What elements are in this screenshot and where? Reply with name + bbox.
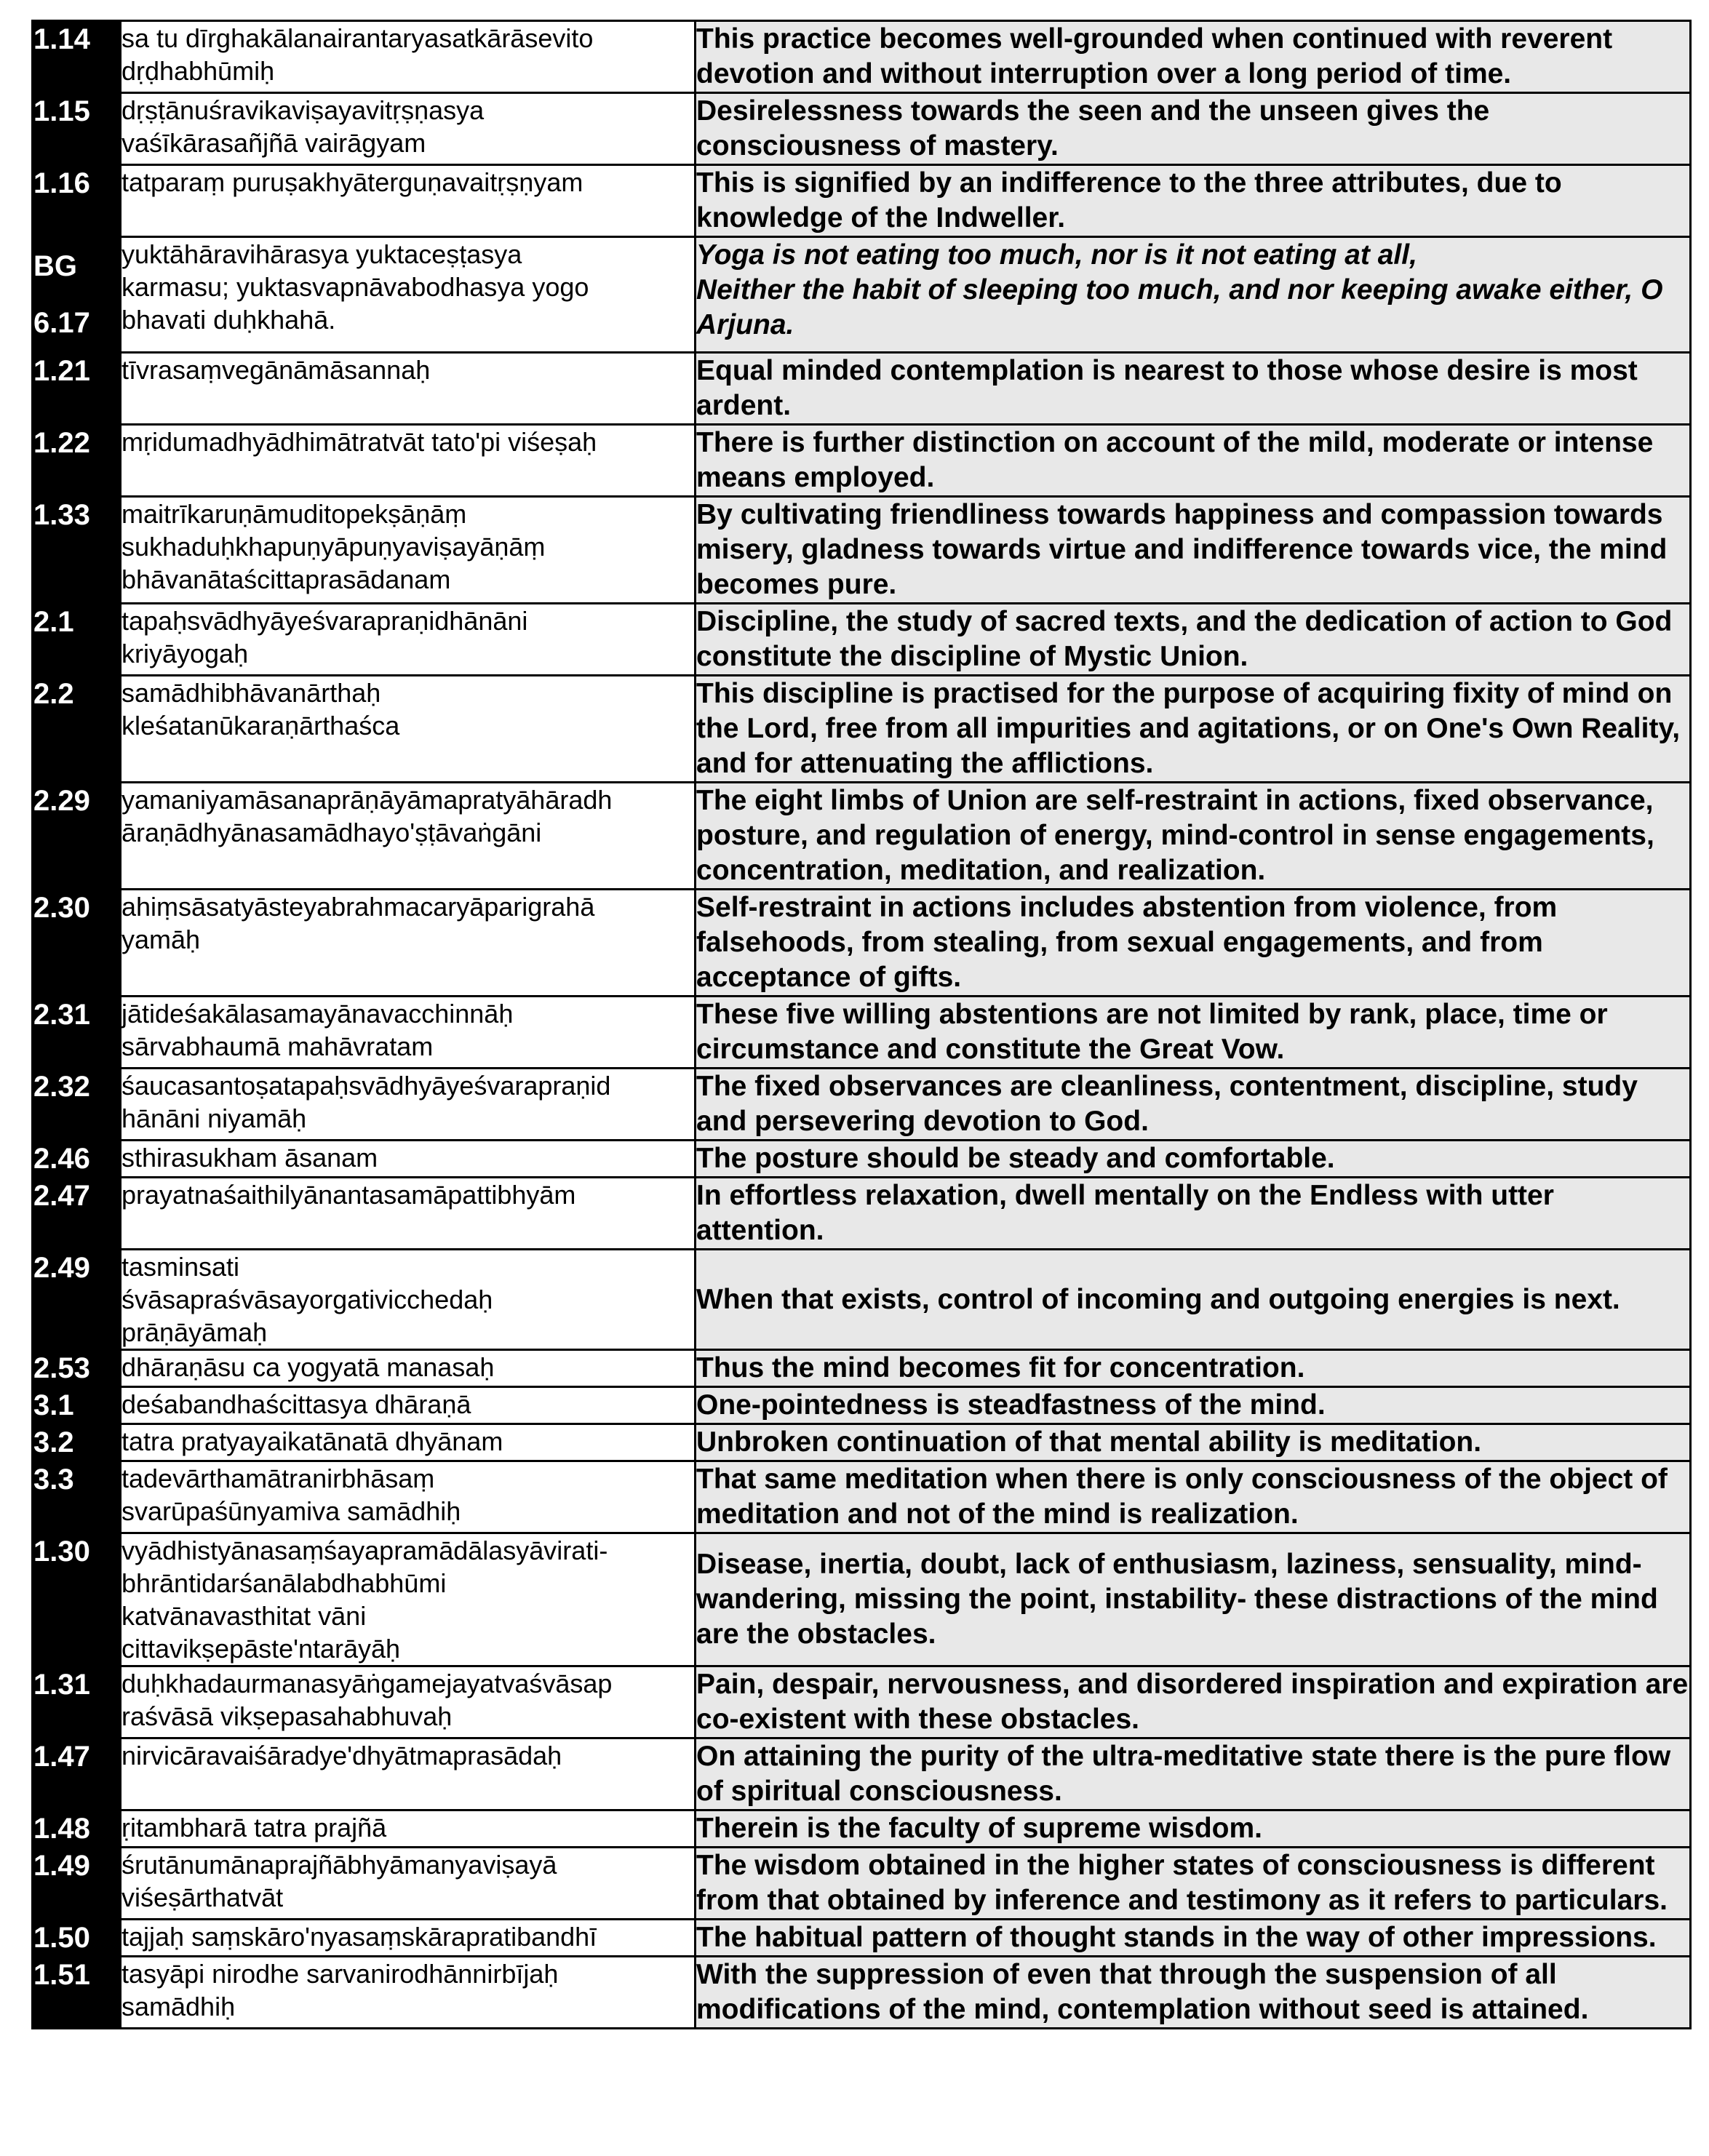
translation-line: On attaining the purity of the ultra-meditative state there is the pure flow of spiritual consciousness. bbox=[696, 1741, 1671, 1807]
table-row bbox=[33, 21, 1691, 93]
translation-line: The posture should be steady and comfortable. bbox=[696, 1143, 1335, 1174]
verse-number: 1.51 bbox=[33, 1957, 121, 2029]
sanskrit-line: āraṇādhyānasamādhayo'ṣṭāvaṅgāni bbox=[121, 818, 542, 847]
sanskrit-line: katvānavasthitat vāni bbox=[121, 1601, 367, 1631]
table-row bbox=[33, 604, 1691, 676]
sanskrit-line: samādhiḥ bbox=[121, 1992, 236, 2021]
translation-line: Thus the mind becomes fit for concentration. bbox=[696, 1352, 1305, 1384]
translation-line: This practice becomes well-grounded when continued with reverent devotion and without interruption over a long period of time. bbox=[696, 23, 1613, 89]
sanskrit-line: duḥkhadaurmanasyāṅgamejayatvaśvāsap bbox=[121, 1669, 613, 1698]
sanskrit-line: dṛṣṭānuśravikaviṣayavitṛṣṇasya bbox=[121, 95, 485, 125]
sanskrit-line: raśvāsā vikṣepasahabhuvaḥ bbox=[121, 1701, 453, 1731]
english-translation bbox=[696, 676, 1691, 783]
verse-number: 1.33 bbox=[33, 497, 121, 604]
sanskrit-line: śrutānumānaprajñābhyāmanyaviṣayā bbox=[121, 1850, 557, 1880]
table-row bbox=[33, 676, 1691, 783]
sanskrit-line: maitrīkaruṇāmuditopekṣāṇāṃ bbox=[121, 499, 467, 529]
table-row bbox=[33, 1461, 1691, 1533]
sanskrit-line: tasminsati bbox=[121, 1252, 240, 1282]
table-row bbox=[33, 1920, 1691, 1957]
verse-number-line: BG bbox=[33, 250, 77, 282]
table-row bbox=[33, 1141, 1691, 1178]
sanskrit-line: tasyāpi nirodhe sarvanirodhānnirbījaḥ bbox=[121, 1959, 559, 1989]
table-row bbox=[33, 1424, 1691, 1461]
sanskrit-line: dhāraṇāsu ca yogyatā manasaḥ bbox=[121, 1352, 495, 1382]
sanskrit-line: yamāḥ bbox=[121, 925, 201, 954]
english-translation bbox=[696, 997, 1691, 1069]
sanskrit-text bbox=[121, 425, 696, 497]
table-row bbox=[33, 497, 1691, 604]
translation-line: Self-restraint in actions includes abstention from violence, from falsehoods, from stealing, from sexual engagements, and from acceptance of gifts. bbox=[696, 892, 1558, 993]
english-translation bbox=[696, 890, 1691, 997]
table-row bbox=[33, 997, 1691, 1069]
sanskrit-line: vyādhistyānasaṃśayapramādālasyāvirati- bbox=[121, 1536, 608, 1565]
sanskrit-line: tapaḥsvādhyāyeśvarapraṇidhānāni bbox=[121, 606, 528, 636]
english-translation bbox=[696, 1141, 1691, 1178]
translation-line: The eight limbs of Union are self-restraint in actions, fixed observance, posture, and regulation of energy, mind-control in sense engagements, concentration, meditation, and realization. bbox=[696, 785, 1654, 886]
sanskrit-line: śvāsapraśvāsayorgativicchedaḥ bbox=[121, 1285, 493, 1314]
english-translation bbox=[696, 604, 1691, 676]
english-translation bbox=[696, 1424, 1691, 1461]
english-translation bbox=[696, 1069, 1691, 1141]
sanskrit-text bbox=[121, 783, 696, 890]
verse-number-line: 6.17 bbox=[33, 307, 90, 339]
translation-line: Therein is the faculty of supreme wisdom. bbox=[696, 1813, 1263, 1844]
translation-line: Unbroken continuation of that mental ability is meditation. bbox=[696, 1426, 1482, 1458]
sanskrit-line: svarūpaśūnyamiva samādhiḥ bbox=[121, 1496, 461, 1526]
translation-line: When that exists, control of incoming and outgoing energies is next. bbox=[696, 1283, 1620, 1315]
sanskrit-text bbox=[121, 93, 696, 165]
table-row bbox=[33, 353, 1691, 425]
english-translation bbox=[696, 1533, 1691, 1666]
translation-line: That same meditation when there is only consciousness of the object of meditation and not of the mind is realization. bbox=[696, 1464, 1668, 1530]
english-translation bbox=[696, 1178, 1691, 1250]
sanskrit-text bbox=[121, 21, 696, 93]
english-translation bbox=[696, 1848, 1691, 1920]
sanskrit-text bbox=[121, 1141, 696, 1178]
table-row bbox=[33, 1533, 1691, 1666]
table-row bbox=[33, 237, 1691, 353]
verse-number: 2.49 bbox=[33, 1250, 121, 1350]
verse-number: 2.30 bbox=[33, 890, 121, 997]
translation-line: The fixed observances are cleanliness, contentment, discipline, study and persevering devotion to God. bbox=[696, 1071, 1638, 1137]
table-row bbox=[33, 165, 1691, 237]
translation-line: Equal minded contemplation is nearest to those whose desire is most ardent. bbox=[696, 355, 1638, 421]
english-translation bbox=[696, 165, 1691, 237]
translation-line: Desirelessness towards the seen and the unseen gives the consciousness of mastery. bbox=[696, 95, 1490, 161]
table-row bbox=[33, 1957, 1691, 2029]
english-translation bbox=[696, 783, 1691, 890]
sanskrit-text bbox=[121, 890, 696, 997]
sanskrit-line: bhrāntidarśanālabdhabhūmi bbox=[121, 1568, 447, 1598]
verse-number: 2.47 bbox=[33, 1178, 121, 1250]
sanskrit-text bbox=[121, 1738, 696, 1810]
verse-number: 3.2 bbox=[33, 1424, 121, 1461]
sanskrit-line: jātideśakālasamayānavacchinnāḥ bbox=[121, 999, 514, 1029]
sanskrit-text bbox=[121, 1424, 696, 1461]
sanskrit-text bbox=[121, 1069, 696, 1141]
english-translation bbox=[696, 425, 1691, 497]
translation-line: Neither the habit of sleeping too much, and nor keeping awake either, O Arjuna. bbox=[696, 274, 1663, 340]
translation-line: The habitual pattern of thought stands in the way of other impressions. bbox=[696, 1922, 1657, 1953]
sanskrit-text bbox=[121, 1533, 696, 1666]
sanskrit-text bbox=[121, 604, 696, 676]
english-translation bbox=[696, 1666, 1691, 1738]
english-translation bbox=[696, 353, 1691, 425]
verse-number: 2.46 bbox=[33, 1141, 121, 1178]
sanskrit-line: sa tu dīrghakālanairantaryasatkārāsevito bbox=[121, 23, 594, 53]
translation-line: In effortless relaxation, dwell mentally on the Endless with utter attention. bbox=[696, 1180, 1554, 1246]
verse-number: 1.15 bbox=[33, 93, 121, 165]
translation-line: There is further distinction on account of the mild, moderate or intense means employed. bbox=[696, 427, 1654, 493]
sanskrit-line: bhavati duḥkhahā. bbox=[121, 305, 336, 335]
verse-number: 3.3 bbox=[33, 1461, 121, 1533]
table-row bbox=[33, 1178, 1691, 1250]
sanskrit-text bbox=[121, 676, 696, 783]
sanskrit-text bbox=[121, 1920, 696, 1957]
sanskrit-line: mṛidumadhyādhimātratvāt tato'pi viśeṣaḥ bbox=[121, 427, 597, 457]
sanskrit-text bbox=[121, 237, 696, 353]
sanskrit-text bbox=[121, 1250, 696, 1350]
sanskrit-text bbox=[121, 497, 696, 604]
sanskrit-line: vaśīkārasañjñā vairāgyam bbox=[121, 128, 426, 158]
english-translation bbox=[696, 1461, 1691, 1533]
sanskrit-text bbox=[121, 1957, 696, 2029]
sanskrit-line: tajjaḥ saṃskāro'nyasaṃskārapratibandhī bbox=[121, 1922, 597, 1952]
translation-line: These five willing abstentions are not limited by rank, place, time or circumstance and constitute the Great Vow. bbox=[696, 999, 1608, 1065]
verse-number: 1.22 bbox=[33, 425, 121, 497]
sanskrit-line: karmasu; yuktasvapnāvabodhasya yogo bbox=[121, 272, 589, 302]
english-translation bbox=[696, 1387, 1691, 1424]
sanskrit-text bbox=[121, 1350, 696, 1387]
verse-number: 3.1 bbox=[33, 1387, 121, 1424]
table-row bbox=[33, 93, 1691, 165]
sanskrit-text bbox=[121, 353, 696, 425]
sanskrit-line: bhāvanātaścittaprasādanam bbox=[121, 564, 451, 594]
english-translation bbox=[696, 1738, 1691, 1810]
table-row bbox=[33, 1666, 1691, 1738]
english-translation bbox=[696, 21, 1691, 93]
sanskrit-line: tīvrasaṃvegānāmāsannaḥ bbox=[121, 355, 431, 385]
sutra-table-body bbox=[33, 21, 1691, 2029]
english-translation bbox=[696, 1350, 1691, 1387]
sanskrit-line: ahiṃsāsatyāsteyabrahmacaryāparigrahā bbox=[121, 892, 595, 922]
sanskrit-line: dṛḍhabhūmiḥ bbox=[121, 56, 275, 86]
english-translation bbox=[696, 497, 1691, 604]
english-translation bbox=[696, 1957, 1691, 2029]
translation-line: This discipline is practised for the purpose of acquiring fixity of mind on the Lord, free from all impurities and agitations, or on One's Own Reality, and for attenuating the afflictions. bbox=[696, 678, 1681, 779]
table-row bbox=[33, 783, 1691, 890]
verse-number: 2.53 bbox=[33, 1350, 121, 1387]
table-row bbox=[33, 1250, 1691, 1350]
table-row bbox=[33, 425, 1691, 497]
english-translation bbox=[696, 237, 1691, 353]
sanskrit-line: sukhaduḥkhapuṇyāpuṇyaviṣayāṇāṃ bbox=[121, 532, 546, 562]
verse-number: 1.16 bbox=[33, 165, 121, 237]
table-row bbox=[33, 890, 1691, 997]
table-row bbox=[33, 1350, 1691, 1387]
english-translation bbox=[696, 1920, 1691, 1957]
table-row bbox=[33, 1848, 1691, 1920]
english-translation bbox=[696, 1250, 1691, 1350]
sanskrit-text bbox=[121, 1848, 696, 1920]
english-translation bbox=[696, 93, 1691, 165]
verse-number bbox=[33, 237, 121, 353]
translation-line: Disease, inertia, doubt, lack of enthusiasm, laziness, sensuality, mind-wandering, missing the point, instability- these distractions of the mind are the obstacles. bbox=[696, 1549, 1658, 1650]
translation-line: Pain, despair, nervousness, and disordered inspiration and expiration are co-existent with these obstacles. bbox=[696, 1669, 1689, 1735]
sanskrit-text bbox=[121, 997, 696, 1069]
sanskrit-text bbox=[121, 1666, 696, 1738]
translation-line: The wisdom obtained in the higher states of consciousness is different from that obtained by inference and testimony as it refers to particulars. bbox=[696, 1850, 1668, 1916]
verse-number: 1.30 bbox=[33, 1533, 121, 1666]
verse-number: 1.50 bbox=[33, 1920, 121, 1957]
sanskrit-text bbox=[121, 1810, 696, 1848]
table-row bbox=[33, 1387, 1691, 1424]
translation-line: This is signified by an indifference to the three attributes, due to knowledge of the Indweller. bbox=[696, 167, 1562, 233]
translation-line: One-pointedness is steadfastness of the mind. bbox=[696, 1389, 1326, 1421]
verse-number: 2.31 bbox=[33, 997, 121, 1069]
sutra-table bbox=[31, 20, 1692, 2029]
sanskrit-line: cittavikṣepāste'ntarāyāḥ bbox=[121, 1634, 401, 1664]
verse-number: 1.47 bbox=[33, 1738, 121, 1810]
verse-number: 1.49 bbox=[33, 1848, 121, 1920]
sanskrit-line: kleśatanūkaraṇārthaśca bbox=[121, 711, 400, 740]
sanskrit-line: samādhibhāvanārthaḥ bbox=[121, 678, 381, 708]
sanskrit-line: deśabandhaścittasya dhāraṇā bbox=[121, 1389, 471, 1419]
verse-number: 1.21 bbox=[33, 353, 121, 425]
sanskrit-line: sārvabhaumā mahāvratam bbox=[121, 1031, 434, 1061]
sanskrit-text bbox=[121, 165, 696, 237]
sanskrit-line: tadevārthamātranirbhāsaṃ bbox=[121, 1464, 435, 1493]
table-row bbox=[33, 1810, 1691, 1848]
sanskrit-text bbox=[121, 1178, 696, 1250]
table-row bbox=[33, 1738, 1691, 1810]
sanskrit-line: yuktāhāravihārasya yuktaceṣṭasya bbox=[121, 239, 522, 269]
sanskrit-line: śaucasantoṣatapaḥsvādhyāyeśvarapraṇid bbox=[121, 1071, 611, 1101]
translation-line: By cultivating friendliness towards happiness and compassion towards misery, gladness towards virtue and indifference towards vice, the mind becomes pure. bbox=[696, 499, 1668, 600]
verse-number: 1.31 bbox=[33, 1666, 121, 1738]
sanskrit-line: sthirasukham āsanam bbox=[121, 1143, 378, 1173]
sanskrit-text bbox=[121, 1461, 696, 1533]
verse-number: 1.14 bbox=[33, 21, 121, 93]
sanskrit-line: yamaniyamāsanaprāṇāyāmapratyāhāradh bbox=[121, 785, 613, 815]
translation-line: Discipline, the study of sacred texts, and the dedication of action to God constitute the discipline of Mystic Union. bbox=[696, 606, 1673, 672]
verse-number: 2.29 bbox=[33, 783, 121, 890]
english-translation bbox=[696, 1810, 1691, 1848]
sanskrit-line: tatparaṃ puruṣakhyāterguṇavaitṛṣṇyam bbox=[121, 167, 583, 197]
verse-number: 2.1 bbox=[33, 604, 121, 676]
sanskrit-line: kriyāyogaḥ bbox=[121, 639, 249, 668]
sanskrit-line: viśeṣārthatvāt bbox=[121, 1882, 284, 1912]
verse-number: 2.2 bbox=[33, 676, 121, 783]
sanskrit-line: tatra pratyayaikatānatā dhyānam bbox=[121, 1426, 503, 1456]
sanskrit-line: nirvicāravaiśāradye'dhyātmaprasādaḥ bbox=[121, 1741, 562, 1770]
verse-number: 1.48 bbox=[33, 1810, 121, 1848]
translation-line: Yoga is not eating too much, nor is it not eating at all, bbox=[696, 239, 1417, 271]
verse-number: 2.32 bbox=[33, 1069, 121, 1141]
table-row bbox=[33, 1069, 1691, 1141]
sanskrit-text bbox=[121, 1387, 696, 1424]
sanskrit-line: ṛitambharā tatra prajñā bbox=[121, 1813, 387, 1842]
sanskrit-line: prāṇāyāmaḥ bbox=[121, 1317, 268, 1347]
translation-line: With the suppression of even that through the suspension of all modifications of the mind, contemplation without seed is attained. bbox=[696, 1959, 1589, 2025]
sanskrit-line: prayatnaśaithilyānantasamāpattibhyām bbox=[121, 1180, 576, 1210]
sanskrit-line: hānāni niyamāḥ bbox=[121, 1103, 307, 1133]
